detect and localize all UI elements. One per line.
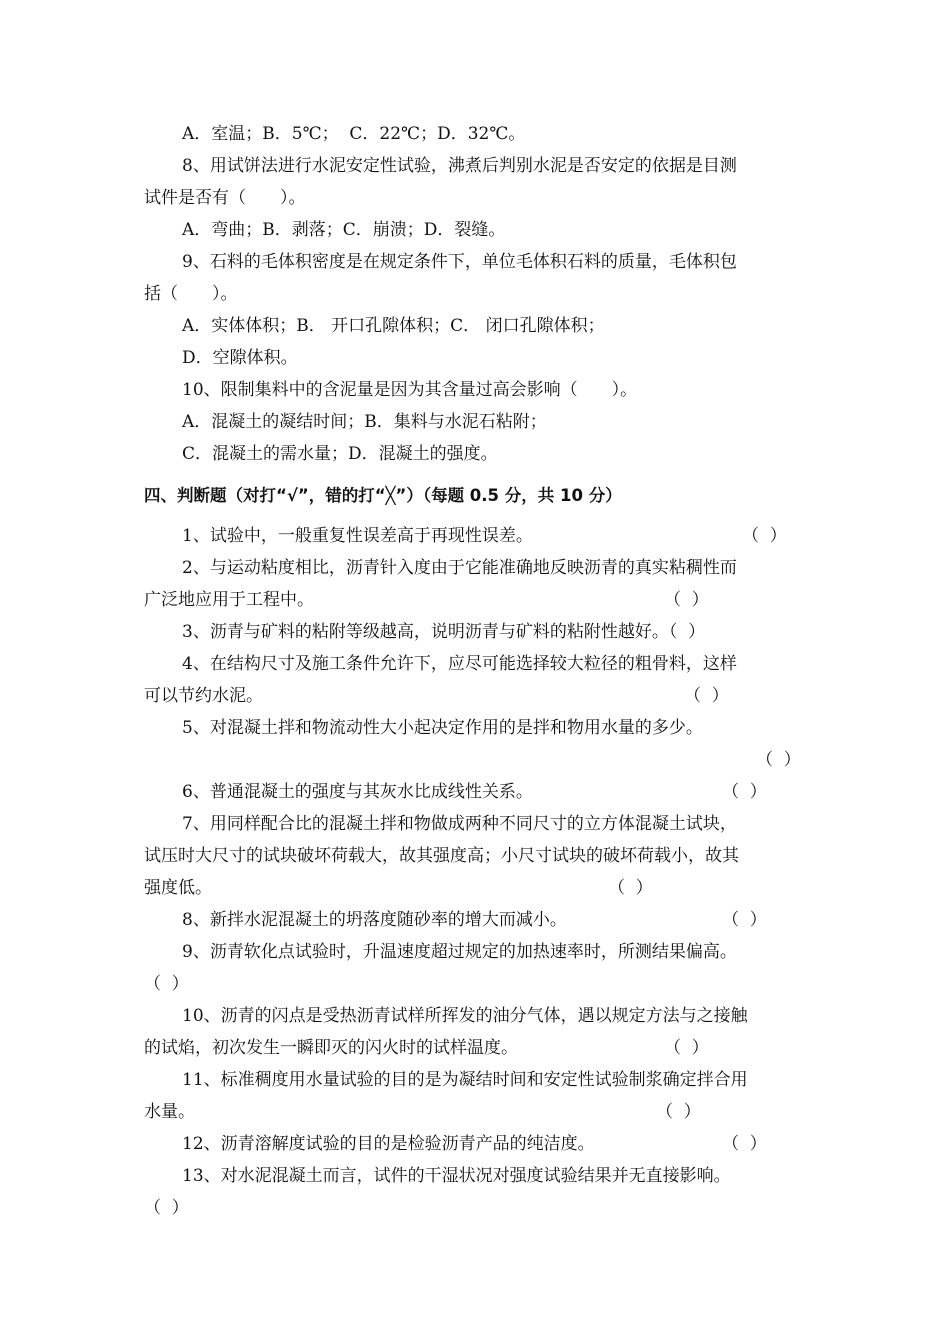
q9-options-line1: A．实体体积；B． 开口孔隙体积；C． 闭口孔隙体积； (182, 316, 605, 336)
tf-q10-text-line1: 10、沥青的闪点是受热沥青试样所挥发的油分气体，遇以规定方法与之接触 (182, 1006, 748, 1026)
tf-q5-answer-paren: （ ） (756, 750, 801, 770)
tf-q8-text: 8、新拌水泥混凝土的坍落度随砂率的增大而减小。 (182, 910, 567, 930)
q9-options-line2: D．空隙体积。 (182, 348, 298, 368)
q8-text-line2: 试件是否有（ ）。 (144, 188, 306, 208)
tf-q2-text-line2: 广泛地应用于工程中。 (144, 590, 314, 610)
tf-q12-text: 12、沥青溶解度试验的目的是检验沥青产品的纯洁度。 (182, 1134, 595, 1154)
tf-q1-answer-paren: （ ） (742, 526, 787, 546)
tf-q6-answer-paren: （ ） (722, 782, 767, 802)
q10-options-line2: C．混凝土的需水量；D．混凝土的强度。 (182, 444, 498, 464)
tf-q3-text: 3、沥青与矿料的粘附等级越高，说明沥青与矿料的粘附性越好。（ ） (182, 622, 706, 642)
tf-q7-answer-paren: （ ） (608, 878, 653, 898)
tf-q4-answer-paren: （ ） (684, 686, 729, 706)
tf-q7-text-line3: 强度低。 (144, 878, 212, 898)
tf-q13-answer-paren: （ ） (144, 1198, 189, 1218)
tf-q1-text: 1、试验中，一般重复性误差高于再现性误差。 (182, 526, 533, 546)
q9-text-line1: 9、石料的毛体积密度是在规定条件下，单位毛体积石料的质量，毛体积包 (182, 252, 737, 272)
q10-text: 10、限制集料中的含泥量是因为其含量过高会影响（ ）。 (182, 380, 638, 400)
tf-q9-text: 9、沥青软化点试验时，升温速度超过规定的加热速率时，所测结果偏高。 (182, 942, 737, 962)
section4-heading: 四、判断题（对打“√”，错的打“╳”）（每题 0.5 分，共 10 分） (144, 486, 622, 505)
tf-q10-text-line2: 的试焰，初次发生一瞬即灭的闪火时的试样温度。 (144, 1038, 518, 1058)
tf-q7-text-line2: 试压时大尺寸的试块破坏荷载大，故其强度高；小尺寸试块的破坏荷载小，故其 (144, 846, 739, 866)
q7-options: A．室温；B．5℃； C．22℃；D．32℃。 (182, 124, 526, 144)
tf-q4-text-line1: 4、在结构尺寸及施工条件允许下，应尽可能选择较大粒径的粗骨料，这样 (182, 654, 737, 674)
tf-q8-answer-paren: （ ） (722, 910, 767, 930)
tf-q6-text: 6、普通混凝土的强度与其灰水比成线性关系。 (182, 782, 533, 802)
tf-q9-answer-paren: （ ） (144, 974, 189, 994)
tf-q13-text: 13、对水泥混凝土而言，试件的干湿状况对强度试验结果并无直接影响。 (182, 1166, 731, 1186)
tf-q11-answer-paren: （ ） (656, 1102, 701, 1122)
tf-q12-answer-paren: （ ） (722, 1134, 767, 1154)
tf-q7-text-line1: 7、用同样配合比的混凝土拌和物做成两种不同尺寸的立方体混凝土试块， (182, 814, 737, 834)
tf-q11-text-line1: 11、标准稠度用水量试验的目的是为凝结时间和安定性试验制浆确定拌合用 (182, 1070, 748, 1090)
tf-q10-answer-paren: （ ） (664, 1038, 709, 1058)
tf-q2-answer-paren: （ ） (664, 590, 709, 610)
tf-q11-text-line2: 水量。 (144, 1102, 195, 1122)
tf-q5-text: 5、对混凝土拌和物流动性大小起决定作用的是拌和物用水量的多少。 (182, 718, 703, 738)
tf-q2-text-line1: 2、与运动粘度相比，沥青针入度由于它能准确地反映沥青的真实粘稠性而 (182, 558, 737, 578)
tf-q4-text-line2: 可以节约水泥。 (144, 686, 263, 706)
q9-text-line2: 括（ ）。 (144, 284, 238, 304)
q8-text-line1: 8、用试饼法进行水泥安定性试验，沸煮后判别水泥是否安定的依据是目测 (182, 156, 737, 176)
q8-options: A．弯曲；B．剥落；C．崩溃；D．裂缝。 (182, 220, 506, 240)
q10-options-line1: A．混凝土的凝结时间；B．集料与水泥石粘附； (182, 412, 547, 432)
